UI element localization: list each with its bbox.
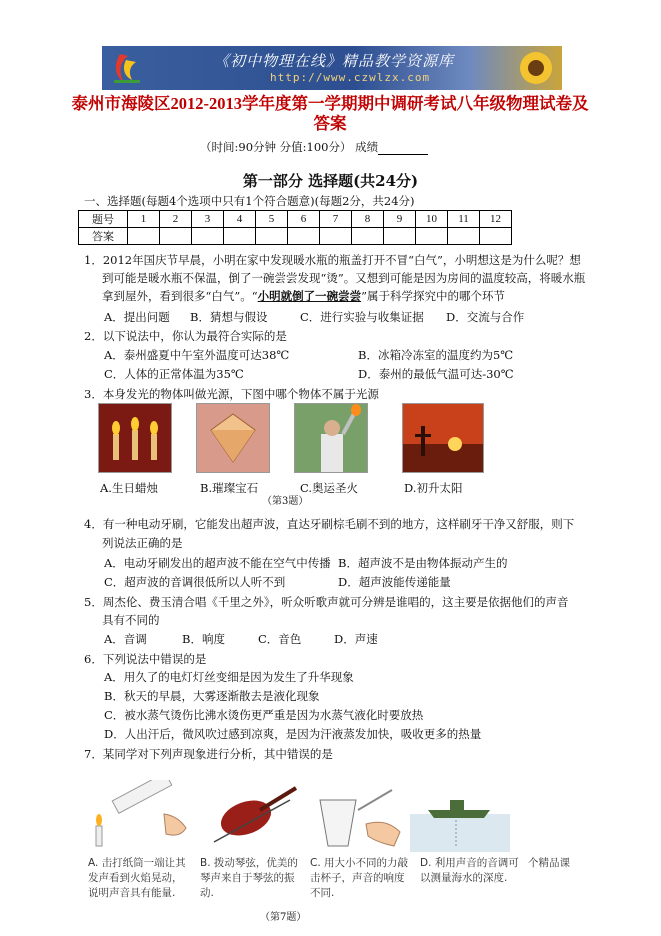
q1-option-a[interactable]: A．提出问题 [104,310,170,324]
birthday-candles-image [98,403,172,473]
q1-line3b: ”属于科学探究中的哪个环节 [361,289,506,303]
violin-image [200,780,300,852]
question-number: 7 [320,211,352,228]
q7-option-b[interactable]: B. 拨动琴弦，优美的琴声来自于琴弦的振动. [200,857,298,899]
question-number: 8 [352,211,384,228]
answer-cell[interactable] [352,228,384,245]
header-banner [102,46,562,90]
answer-cell[interactable] [256,228,288,245]
q3-option-b[interactable]: B.璀璨宝石 [200,481,259,495]
q7-option-c[interactable]: C. 用大小不同的力敲击杯子，声音的响度不同. [310,857,409,899]
answer-cell[interactable] [288,228,320,245]
site-logo-icon [110,50,144,86]
q2-stem: 2．以下说法中，你认为最符合实际的是 [84,329,287,343]
q5-option-d[interactable]: D．声速 [334,632,378,646]
part-heading: 第一部分 选择题(共24分) [242,172,419,190]
answer-cell[interactable] [480,228,512,245]
q3-option-d[interactable]: D.初升太阳 [404,481,463,495]
q4-option-c[interactable]: C．超声波的音调很低所以人听不到 [104,575,286,589]
q3-option-a[interactable]: A.生日蜡烛 [100,481,158,495]
q2-option-c[interactable]: C．人体的正常体温为35℃ [104,367,244,381]
q6-option-d[interactable]: D．人出汗后，微风吹过感到凉爽，是因为汗液蒸发加快，吸收更多的热量 [104,727,482,741]
q1-line2: 到可能是暖水瓶不保温，倒了一碗尝尝发现“烫”。又想到可能是因为房间的温度较高，将暖水瓶 [102,271,586,285]
answer-table [78,210,512,245]
sunflower-icon [516,48,556,88]
q7-figure-label: （第7题） [260,912,307,923]
q7-option-d[interactable]: D. 利用声音的音调可以测量海水的深度. [420,857,519,884]
q7-option-a[interactable]: A. 击打纸筒一端让其发声看到火焰晃动，说明声音具有能量. [88,857,186,899]
question-number: 3 [192,211,224,228]
question-number: 12 [480,211,512,228]
table-row-label: 答案 [79,228,128,245]
q7-side-note: 个精品课 [528,857,570,869]
banner-title: 《初中物理在线》精品教学资源库 [214,52,455,70]
q1-underlined: 小明就倒了一碗尝尝 [257,289,362,303]
q1-line1: 1．2012年国庆节早晨，小明在家中发现暖水瓶的瓶盖打开不冒“白气”，小明想这是为什么呢？想 [84,253,581,267]
q4-option-b[interactable]: B．超声波不是由物体振动产生的 [338,556,508,570]
q1-option-d[interactable]: D．交流与合作 [446,310,525,324]
answer-cell[interactable] [384,228,416,245]
q1-option-c[interactable]: C．进行实验与收集证据 [300,310,424,324]
gemstone-image [196,403,270,473]
q1-option-b[interactable]: B．猜想与假设 [190,310,268,324]
q5-line2: 具有不同的 [102,613,160,627]
question-number: 10 [416,211,448,228]
question-number: 4 [224,211,256,228]
q3-option-c[interactable]: C.奥运圣火 [300,481,359,495]
q5-line1: 5．周杰伦、费玉清合唱《千里之外》，听众听歌声就可分辨是谁唱的，这主要是依据他们的声音 [84,595,569,609]
q1-line3 [102,288,505,304]
doc-title-line1: 泰州市海陵区2012-2013学年度第一学期期中调研考试八年级物理试卷及 [71,94,589,113]
rising-sun-image [402,403,484,473]
q2-option-b[interactable]: B．冰箱冷冻室的温度约为5℃ [358,348,514,362]
q2-option-a[interactable]: A．泰州盛夏中午室外温度可达38℃ [104,348,290,362]
doc-title-line2: 答案 [313,114,347,133]
q7-stem: 7．某同学对下列声现象进行分析，其中错误的是 [84,747,333,761]
q4-option-a[interactable]: A．电动牙刷发出的超声波不能在空气中传播 [104,556,331,570]
question-number: 2 [160,211,192,228]
answer-cell[interactable] [160,228,192,245]
answer-cell[interactable] [128,228,160,245]
q4-option-d[interactable]: D．超声波能传递能量 [338,575,451,589]
answer-cell[interactable] [416,228,448,245]
q6-option-a[interactable]: A．用久了的电灯灯丝变细是因为发生了升华现象 [104,670,354,684]
q5-option-b[interactable]: B．响度 [182,632,225,646]
score-blank [378,144,428,155]
exam-meta [200,139,428,155]
question-number: 11 [448,211,480,228]
q3-figure-label: （第3题） [262,496,309,507]
question-number: 5 [256,211,288,228]
q3-stem: 3．本身发光的物体叫做光源，下图中哪个物体不属于光源 [84,387,379,401]
answer-cell[interactable] [448,228,480,245]
question-number: 1 [128,211,160,228]
answer-cell[interactable] [224,228,256,245]
answer-cell[interactable] [320,228,352,245]
q4-line1: 4．有一种电动牙刷，它能发出超声波，直达牙刷棕毛刷不到的地方，这样刷牙干净又舒服，则下 [84,517,575,531]
q6-option-c[interactable]: C．被水蒸气烫伤比沸水烫伤更严重是因为水蒸气液化时要放热 [104,708,424,722]
paper-tube-candle-image [86,780,196,852]
answer-cell[interactable] [192,228,224,245]
q5-option-a[interactable]: A．音调 [104,632,147,646]
section-intro: 一、选择题(每题4个选项中只有1个符合题意)(每题2分，共24分) [84,194,415,208]
banner-url: http://www.czwlzx.com [270,71,431,84]
glass-cup-image [306,780,406,852]
q2-option-d[interactable]: D．泰州的最低气温可达-30℃ [358,367,514,381]
q6-stem: 6．下列说法中错误的是 [84,652,207,666]
sonar-ship-image [410,780,510,852]
question-number: 9 [384,211,416,228]
q4-line2: 列说法正确的是 [102,536,183,550]
olympic-torch-image [294,403,368,473]
question-number: 6 [288,211,320,228]
table-row-label: 题号 [79,211,128,228]
exam-meta-text: （时间:90分钟 分值:100分） 成绩 [200,140,379,154]
q5-option-c[interactable]: C．音色 [258,632,302,646]
q1-line3a: 拿到屋外，看到很多“白气”。“ [102,289,258,303]
q6-option-b[interactable]: B．秋天的早晨，大雾逐渐散去是液化现象 [104,689,320,703]
